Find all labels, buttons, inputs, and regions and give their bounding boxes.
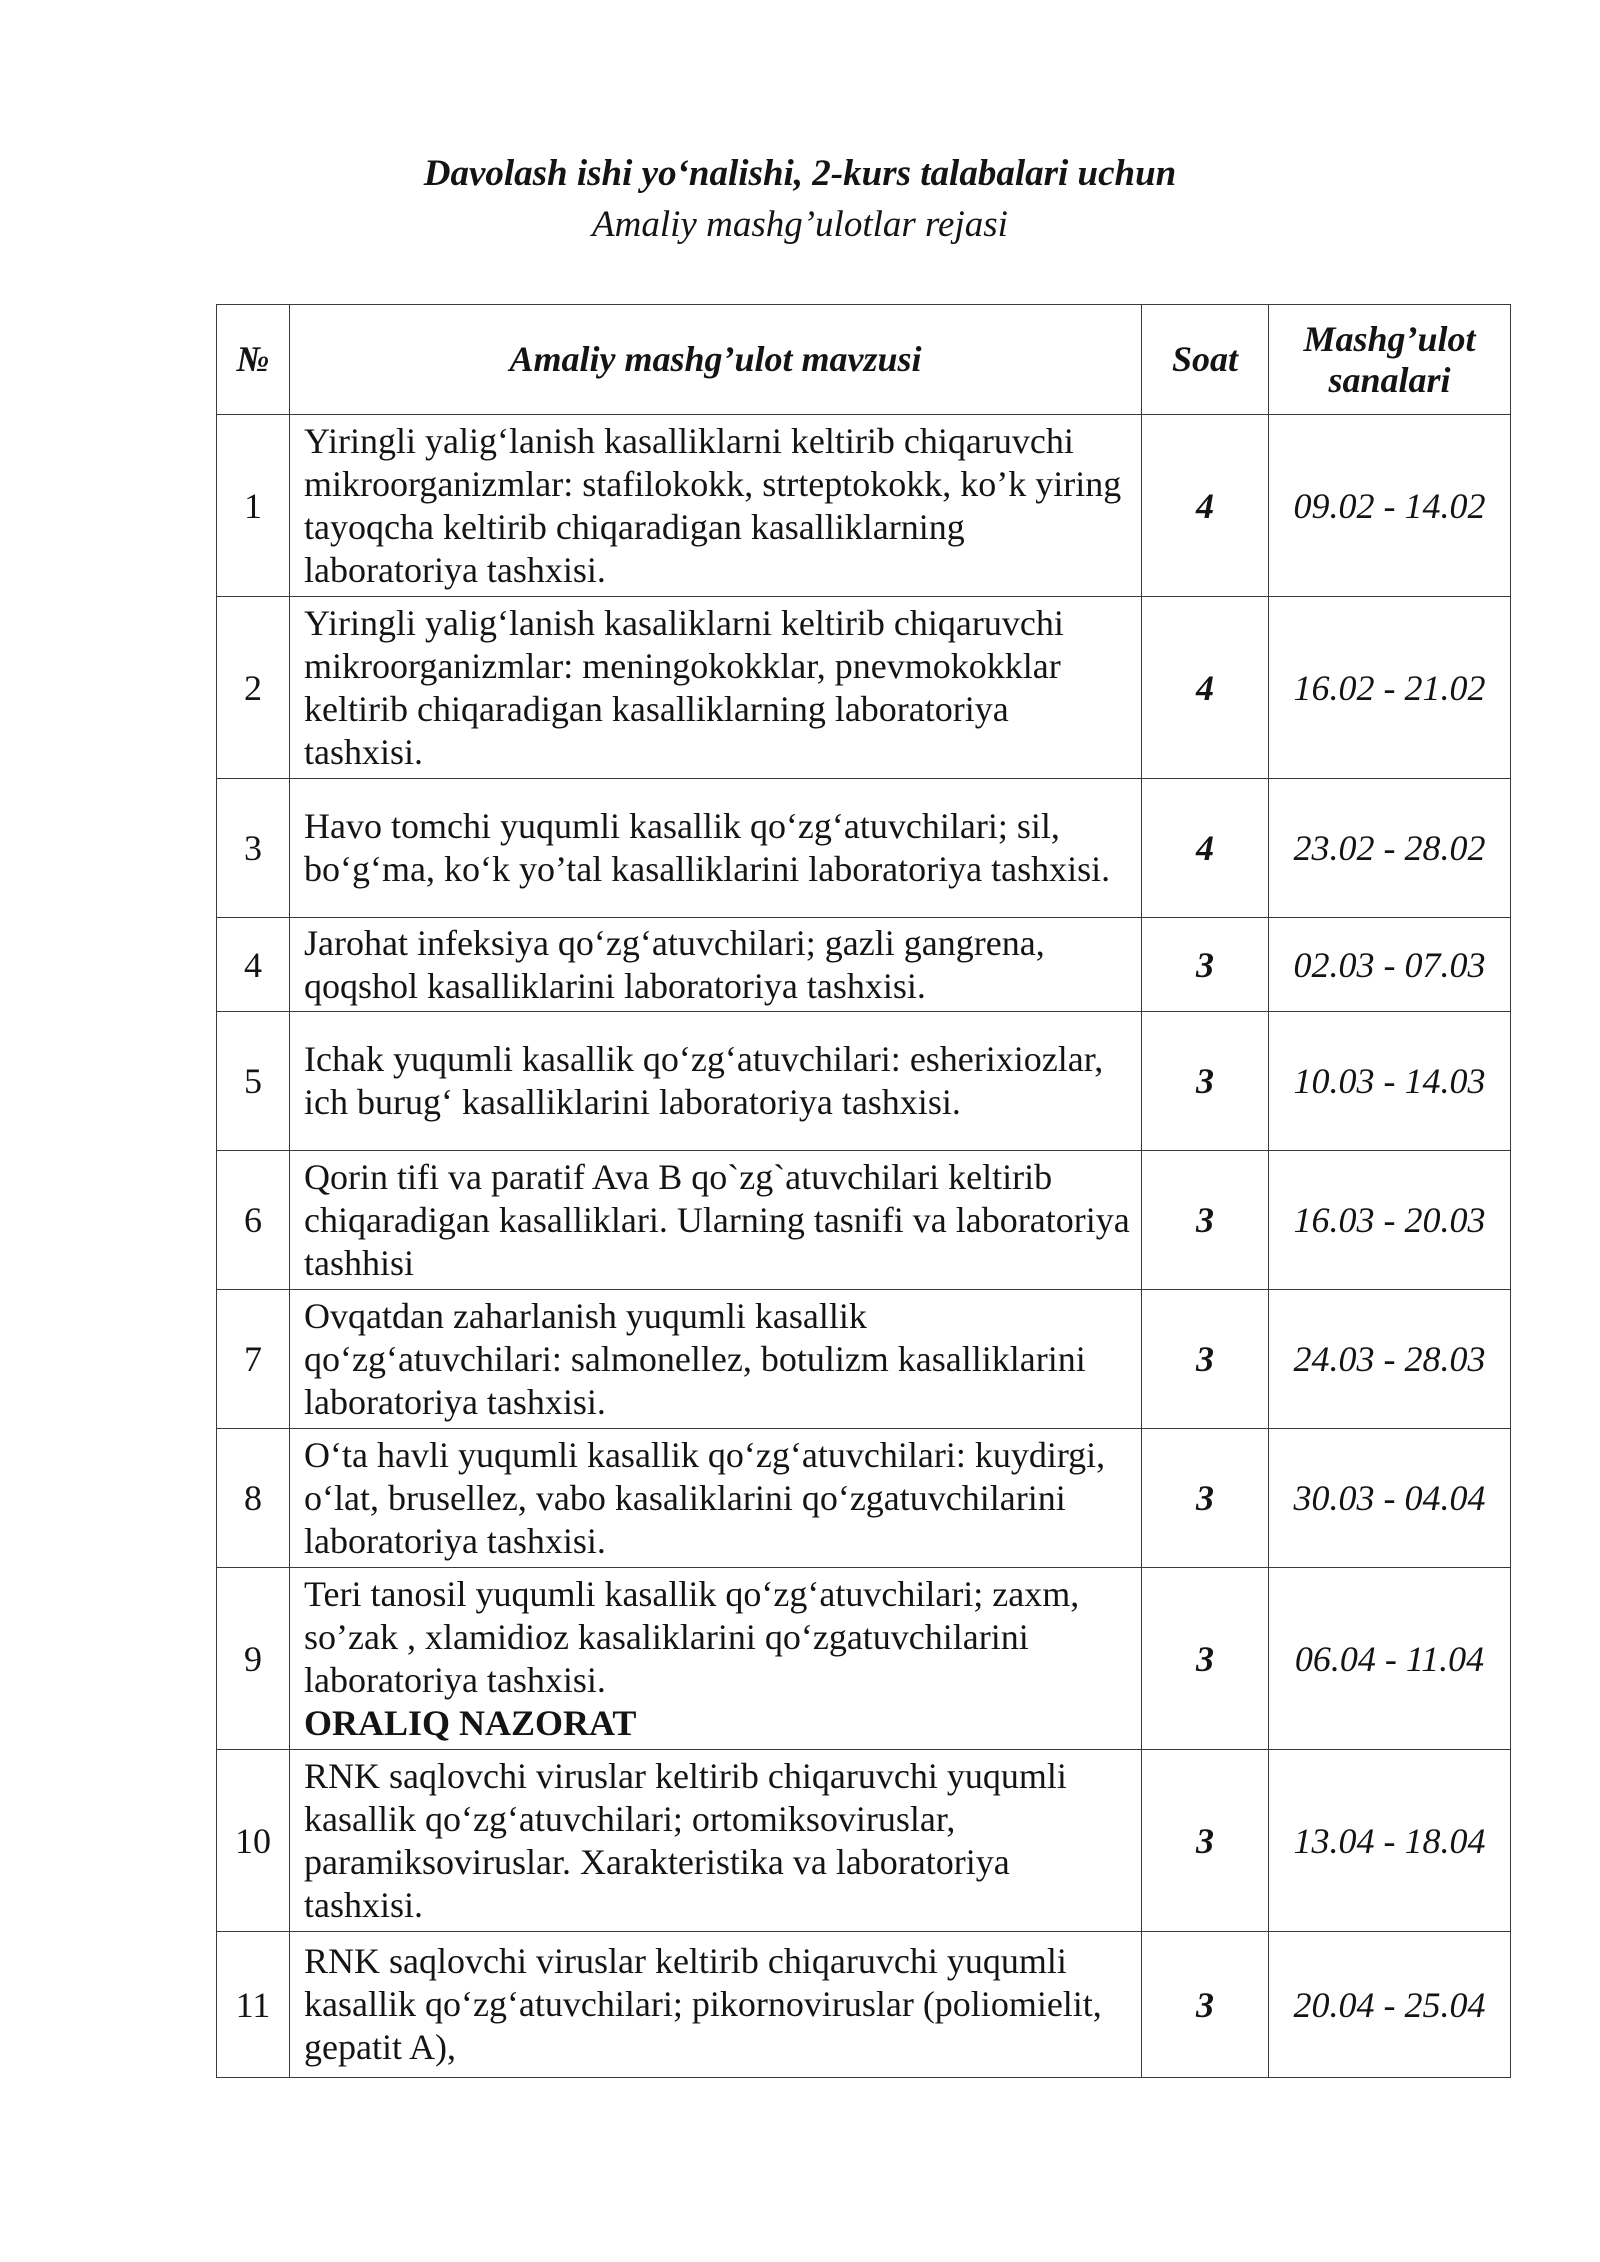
table-row [217,1290,1511,1429]
row-dates: 20.04 - 25.04 [1269,1932,1511,2078]
row-topic-cell [290,1151,1142,1290]
row-topic-cell [290,1429,1142,1568]
row-topic: Ovqatdan zaharlanish yuqumli kasallik qo‘zg‘atuvchilari: salmonellez, botulizm kasalliklarini laboratoriya tashxisi. [304,1295,1086,1422]
row-topic: Yiringli yalig‘lanish kasaliklarni keltirib chiqaruvchi mikroorganizmlar: meningokokklar, pnevmokokklar keltirib chiqaradigan kasalliklarning laboratoriya tashxisi. [304,602,1064,772]
row-hours: 4 [1142,415,1269,597]
row-hours: 3 [1142,1932,1269,2078]
row-hours: 3 [1142,1429,1269,1568]
row-number: 5 [217,1012,290,1151]
row-dates: 06.04 - 11.04 [1269,1568,1511,1750]
row-topic-note: ORALIQ NAZORAT [304,1702,637,1743]
table-row [217,918,1511,1012]
table-row [217,1568,1511,1750]
row-topic: Havo tomchi yuqumli kasallik qo‘zg‘atuvchilari; sil, bo‘g‘ma, ko‘k yo’tal kasalliklarini laboratoriya tashxisi. [304,806,1111,889]
row-topic-cell [290,1750,1142,1932]
document-subtitle: Amaliy mashg’ulotlar rejasi [592,204,1008,245]
table-row [217,779,1511,918]
row-number: 8 [217,1429,290,1568]
row-number: 3 [217,779,290,918]
row-topic: Jarohat infeksiya qo‘zg‘atuvchilari; gazli gangrena, qoqshol kasalliklarini laboratoriya tashxisi. [304,922,1045,1006]
row-dates: 24.03 - 28.03 [1269,1290,1511,1429]
row-topic-cell [290,918,1142,1012]
row-hours: 4 [1142,779,1269,918]
row-dates: 02.03 - 07.03 [1269,918,1511,1012]
row-dates: 23.02 - 28.02 [1269,779,1511,918]
row-topic-cell [290,1568,1142,1750]
row-topic: RNK saqlovchi viruslar keltirib chiqaruvchi yuqumli kasallik qo‘zg‘atuvchilari; ortomiksoviruslar, paramiksoviruslar. Xarakteristika va laboratoriya tashxisi. [304,1755,1067,1925]
row-hours: 3 [1142,1750,1269,1932]
row-topic: O‘ta havli yuqumli kasallik qo‘zg‘atuvchilari: kuydirgi, o‘lat, brusellez, vabo kasaliklarini qo‘zgatuvchilarini laboratoriya tashxisi. [304,1434,1106,1561]
table-header-row [217,305,1511,415]
row-number: 7 [217,1290,290,1429]
row-topic-cell [290,779,1142,918]
row-hours: 3 [1142,1290,1269,1429]
row-dates: 10.03 - 14.03 [1269,1012,1511,1151]
row-hours: 3 [1142,918,1269,1012]
schedule-table [216,304,1511,2078]
row-topic-cell [290,1012,1142,1151]
row-dates: 13.04 - 18.04 [1269,1750,1511,1932]
row-number: 1 [217,415,290,597]
row-topic: Yiringli yalig‘lanish kasalliklarni keltirib chiqaruvchi mikroorganizmlar: stafilokokk, strteptokokk, ko’k yiring tayoqcha keltirib chiqaradigan kasalliklarning laboratoriya tashxisi. [304,420,1122,590]
row-dates: 09.02 - 14.02 [1269,415,1511,597]
row-hours: 3 [1142,1151,1269,1290]
row-topic-cell [290,415,1142,597]
row-topic: Teri tanosil yuqumli kasallik qo‘zg‘atuvchilari; zaxm, so’zak , xlamidioz kasaliklarini qo‘zgatuvchilarini laboratoriya tashxisi. [304,1573,1080,1700]
table-row [217,1750,1511,1932]
row-hours: 4 [1142,597,1269,779]
header-hours: Soat [1142,305,1269,415]
table-row [217,1151,1511,1290]
row-topic-cell [290,1932,1142,2078]
header-topic: Amaliy mashg’ulot mavzusi [290,305,1142,415]
table-row [217,415,1511,597]
table-row [217,597,1511,779]
header-dates [1269,305,1511,415]
row-dates: 16.02 - 21.02 [1269,597,1511,779]
table-row [217,1429,1511,1568]
row-number: 10 [217,1750,290,1932]
row-hours: 3 [1142,1012,1269,1151]
row-dates: 30.03 - 04.04 [1269,1429,1511,1568]
row-number: 9 [217,1568,290,1750]
document-title: Davolash ishi yo‘nalishi, 2-kurs talabalari uchun [423,153,1177,194]
table-row [217,1012,1511,1151]
row-topic: Ichak yuqumli kasallik qo‘zg‘atuvchilari: esherixiozlar, ich burug‘ kasalliklarini laboratoriya tashxisi. [304,1039,1104,1122]
row-hours: 3 [1142,1568,1269,1750]
row-topic: Qorin tifi va paratif Ava B qo`zg`atuvchilari keltirib chiqaradigan kasalliklari. Ularning tasnifi va laboratoriya tashhisi [304,1156,1130,1283]
row-dates: 16.03 - 20.03 [1269,1151,1511,1290]
row-topic-cell [290,1290,1142,1429]
row-topic: RNK saqlovchi viruslar keltirib chiqaruvchi yuqumli kasallik qo‘zg‘atuvchilari; pikornoviruslar (poliomielit, gepatit A), [304,1941,1102,2067]
row-number: 11 [217,1932,290,2078]
header-number: № [217,305,290,415]
header-dates-line2: sanalari [1328,359,1451,400]
row-number: 6 [217,1151,290,1290]
row-number: 2 [217,597,290,779]
row-number: 4 [217,918,290,1012]
table-row [217,1932,1511,2078]
row-topic-cell [290,597,1142,779]
header-dates-line1: Mashg’ulot [1303,318,1476,359]
